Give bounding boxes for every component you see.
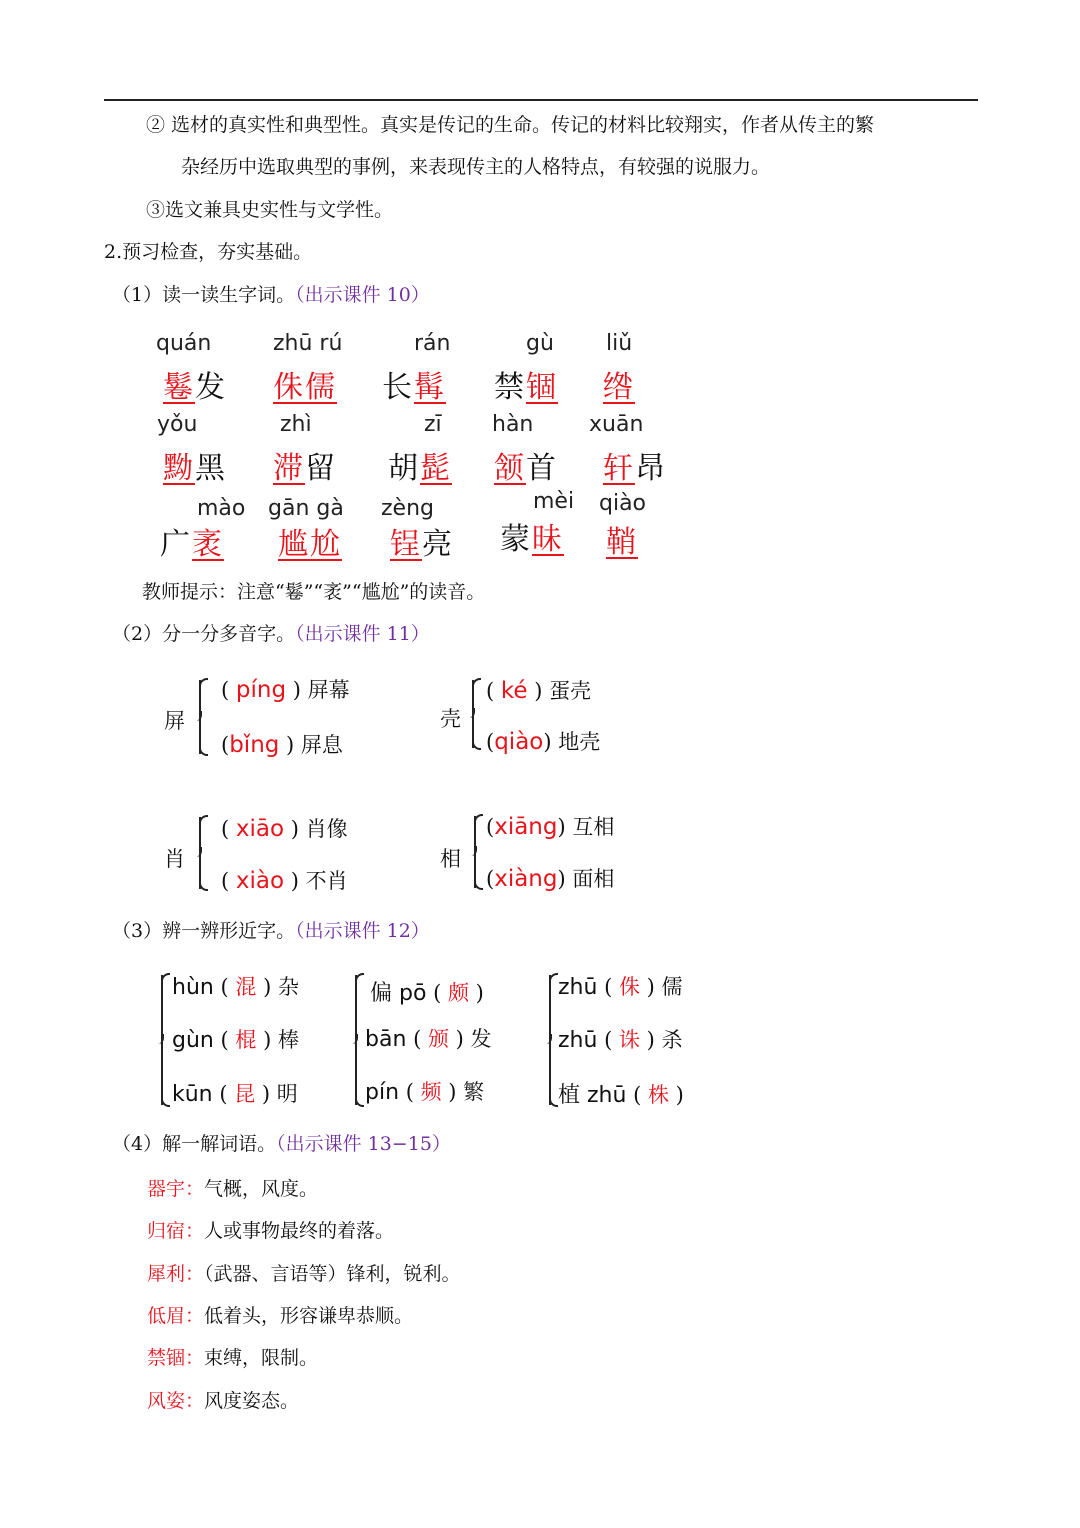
vocab-word: 鞘 [606, 525, 638, 560]
teacher-tip: 教师提示：注意“鬈”“袤”“尴尬”的读音。 [142, 581, 486, 603]
vocab-pinyin: zèng [381, 496, 434, 521]
brace [355, 975, 357, 1105]
vocab-pinyin: xuān [589, 412, 644, 437]
polyphone-item: ( ké ) 蛋壳 [486, 678, 592, 704]
part-4-courseware-ref: （出示课件 13−15） [276, 1133, 451, 1155]
polyphone-char: 屏 [164, 709, 185, 733]
term-item: 器宇：气概，风度。 [147, 1178, 319, 1200]
polyphone-item: ( xiāo ) 肖像 [221, 816, 348, 842]
part-3-label: （3）辨一辨形近字。 [112, 920, 296, 942]
similar-item: hùn ( 混 ) 杂 [172, 975, 299, 1000]
polyphone-item: ( píng ) 屏幕 [221, 677, 350, 703]
vocab-pinyin: gān gà [268, 496, 344, 521]
similar-item: kūn ( 昆 ) 明 [172, 1082, 298, 1107]
vocab-word: 广袤 [160, 527, 224, 562]
part-1-label: （1）读一读生字词。 [112, 284, 296, 306]
part-4-label: （4）解一解词语。 [112, 1133, 277, 1155]
header-rule [104, 99, 978, 101]
part-3-courseware-ref: （出示课件 12） [295, 920, 430, 942]
similar-item: 植 zhū ( 株 ) [558, 1083, 684, 1108]
polyphone-item: (xiāng) 互相 [486, 814, 615, 840]
similar-item: bān ( 颁 ) 发 [365, 1027, 492, 1052]
section-2-heading: 2.预习检查，夯实基础。 [104, 241, 313, 263]
vocab-pinyin: mèi [533, 489, 575, 514]
polyphone-char: 肖 [164, 847, 185, 871]
brace [549, 975, 551, 1105]
similar-item: 偏 pō ( 颇 ) [370, 981, 484, 1006]
polyphone-item: (bǐng ) 屏息 [221, 732, 343, 758]
vocab-word: 胡髭 [388, 451, 452, 486]
vocab-word: 侏儒 [273, 370, 337, 405]
point-3: ③选文兼具史实性与文学性。 [146, 199, 394, 221]
part-1-courseware-ref: （出示课件 10） [295, 284, 430, 306]
vocab-word: 轩昂 [603, 451, 667, 486]
vocab-word: 蒙昧 [500, 522, 564, 557]
vocab-word: 禁锢 [494, 370, 558, 405]
brace [161, 975, 163, 1105]
vocab-word: 滞留 [273, 451, 337, 486]
vocab-pinyin: qiào [599, 491, 647, 516]
part-1-heading [112, 282, 430, 308]
similar-item: zhū ( 侏 ) 儒 [558, 975, 683, 1000]
vocab-pinyin: hàn [492, 412, 534, 437]
term-item: 归宿：人或事物最终的着落。 [147, 1220, 395, 1242]
similar-item: pín ( 频 ) 繁 [365, 1080, 485, 1105]
term-item: 犀利：（武器、言语等）锋利，锐利。 [147, 1263, 461, 1285]
vocab-pinyin: zhì [280, 412, 312, 437]
term-item: 低眉：低着头，形容谦卑恭顺。 [147, 1305, 414, 1327]
part-2-heading [112, 621, 430, 647]
point-2-line-1: ② 选材的真实性和典型性。真实是传记的生命。传记的材料比较翔实，作者从传主的繁 [146, 114, 875, 136]
polyphone-item: (qiào) 地壳 [486, 729, 601, 755]
part-2-label: （2）分一分多音字。 [112, 623, 296, 645]
brace [199, 680, 201, 754]
term-item: 禁锢：束缚，限制。 [147, 1347, 319, 1369]
part-4-heading [112, 1131, 451, 1157]
vocab-word: 长髯 [382, 370, 446, 405]
vocab-pinyin: yǒu [157, 412, 198, 437]
part-2-courseware-ref: （出示课件 11） [295, 623, 430, 645]
vocab-word: 颔首 [494, 451, 558, 486]
term-item: 风姿：风度姿态。 [147, 1390, 300, 1412]
vocab-word: 绺 [603, 370, 635, 405]
vocab-word: 锃亮 [390, 527, 454, 562]
vocab-pinyin: rán [414, 331, 451, 356]
brace [474, 816, 476, 888]
vocab-pinyin: gù [526, 331, 554, 356]
vocab-pinyin: zhū rú [273, 331, 343, 356]
point-2-line-2: 杂经历中选取典型的事例，来表现传主的人格特点，有较强的说服力。 [181, 156, 771, 178]
vocab-word: 鬈发 [163, 370, 227, 405]
part-3-heading [112, 918, 430, 944]
vocab-pinyin: mào [197, 496, 246, 521]
vocab-pinyin: zī [424, 412, 442, 437]
polyphone-item: ( xiào ) 不肖 [221, 868, 348, 894]
similar-item: gùn ( 棍 ) 棒 [172, 1028, 299, 1053]
brace [199, 817, 201, 889]
polyphone-item: (xiàng) 面相 [486, 866, 615, 892]
polyphone-char: 壳 [440, 707, 461, 731]
vocab-pinyin: liǔ [606, 331, 633, 356]
polyphone-char: 相 [440, 847, 461, 871]
vocab-word: 黝黑 [163, 451, 227, 486]
similar-item: zhū ( 诛 ) 杀 [558, 1028, 683, 1053]
brace [472, 680, 474, 748]
vocab-pinyin: quán [156, 331, 212, 356]
vocab-word: 尴尬 [278, 527, 342, 562]
